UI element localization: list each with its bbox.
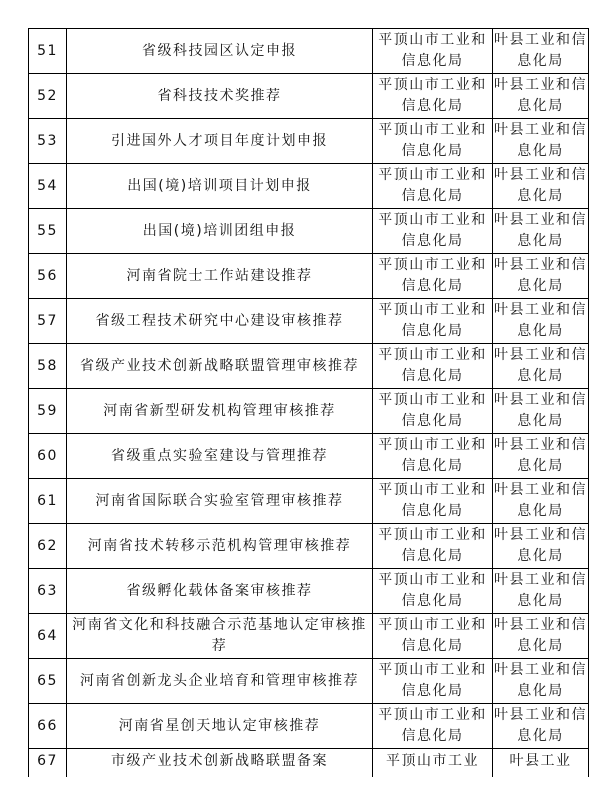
row-number: 63 — [29, 569, 67, 614]
item-name: 河南省院士工作站建设推荐 — [67, 254, 373, 299]
matters-table — [28, 28, 589, 777]
row-number: 51 — [29, 29, 67, 74]
county-department: 叶县工业和信息化局 — [493, 434, 589, 479]
county-department: 叶县工业 — [493, 749, 589, 778]
city-department: 平顶山市工业和信息化局 — [373, 254, 493, 299]
county-department: 叶县工业和信息化局 — [493, 254, 589, 299]
city-department: 平顶山市工业和信息化局 — [373, 164, 493, 209]
county-department: 叶县工业和信息化局 — [493, 704, 589, 749]
row-number: 55 — [29, 209, 67, 254]
city-department: 平顶山市工业和信息化局 — [373, 659, 493, 704]
city-department: 平顶山市工业 — [373, 749, 493, 778]
item-name: 省级重点实验室建设与管理推荐 — [67, 434, 373, 479]
item-name: 河南省国际联合实验室管理审核推荐 — [67, 479, 373, 524]
row-number: 54 — [29, 164, 67, 209]
county-department: 叶县工业和信息化局 — [493, 29, 589, 74]
county-department: 叶县工业和信息化局 — [493, 524, 589, 569]
table-row — [29, 254, 589, 299]
table-row — [29, 659, 589, 704]
table-row — [29, 29, 589, 74]
county-department: 叶县工业和信息化局 — [493, 209, 589, 254]
county-department: 叶县工业和信息化局 — [493, 344, 589, 389]
table-row — [29, 299, 589, 344]
row-number: 64 — [29, 614, 67, 659]
row-number: 58 — [29, 344, 67, 389]
row-number: 56 — [29, 254, 67, 299]
city-department: 平顶山市工业和信息化局 — [373, 299, 493, 344]
row-number: 60 — [29, 434, 67, 479]
city-department: 平顶山市工业和信息化局 — [373, 614, 493, 659]
county-department: 叶县工业和信息化局 — [493, 164, 589, 209]
table-body — [29, 29, 589, 778]
row-number: 67 — [29, 749, 67, 778]
table-row — [29, 704, 589, 749]
city-department: 平顶山市工业和信息化局 — [373, 119, 493, 164]
item-name: 省级工程技术研究中心建设审核推荐 — [67, 299, 373, 344]
city-department: 平顶山市工业和信息化局 — [373, 524, 493, 569]
table-row — [29, 614, 589, 659]
item-name: 省级科技园区认定申报 — [67, 29, 373, 74]
table-row — [29, 434, 589, 479]
item-name: 河南省技术转移示范机构管理审核推荐 — [67, 524, 373, 569]
row-number: 52 — [29, 74, 67, 119]
item-name: 省科技技术奖推荐 — [67, 74, 373, 119]
item-name: 出国(境)培训项目计划申报 — [67, 164, 373, 209]
city-department: 平顶山市工业和信息化局 — [373, 704, 493, 749]
table-row — [29, 119, 589, 164]
table-row — [29, 524, 589, 569]
table-row — [29, 344, 589, 389]
table-row — [29, 389, 589, 434]
row-number: 66 — [29, 704, 67, 749]
item-name: 引进国外人才项目年度计划申报 — [67, 119, 373, 164]
item-name: 河南省创新龙头企业培育和管理审核推荐 — [67, 659, 373, 704]
item-name: 河南省星创天地认定审核推荐 — [67, 704, 373, 749]
item-name: 省级孵化载体备案审核推荐 — [67, 569, 373, 614]
city-department: 平顶山市工业和信息化局 — [373, 209, 493, 254]
table-row — [29, 749, 589, 778]
county-department: 叶县工业和信息化局 — [493, 299, 589, 344]
city-department: 平顶山市工业和信息化局 — [373, 479, 493, 524]
item-name: 市级产业技术创新战略联盟备案 — [67, 749, 373, 778]
city-department: 平顶山市工业和信息化局 — [373, 74, 493, 119]
row-number: 53 — [29, 119, 67, 164]
table-row — [29, 479, 589, 524]
row-number: 61 — [29, 479, 67, 524]
county-department: 叶县工业和信息化局 — [493, 569, 589, 614]
city-department: 平顶山市工业和信息化局 — [373, 344, 493, 389]
row-number: 57 — [29, 299, 67, 344]
city-department: 平顶山市工业和信息化局 — [373, 389, 493, 434]
row-number: 65 — [29, 659, 67, 704]
city-department: 平顶山市工业和信息化局 — [373, 569, 493, 614]
item-name: 河南省新型研发机构管理审核推荐 — [67, 389, 373, 434]
table-row — [29, 164, 589, 209]
table-row — [29, 74, 589, 119]
row-number: 59 — [29, 389, 67, 434]
item-name: 河南省文化和科技融合示范基地认定审核推荐 — [67, 614, 373, 659]
item-name: 出国(境)培训团组申报 — [67, 209, 373, 254]
county-department: 叶县工业和信息化局 — [493, 614, 589, 659]
county-department: 叶县工业和信息化局 — [493, 389, 589, 434]
county-department: 叶县工业和信息化局 — [493, 659, 589, 704]
county-department: 叶县工业和信息化局 — [493, 479, 589, 524]
city-department: 平顶山市工业和信息化局 — [373, 434, 493, 479]
table-row — [29, 209, 589, 254]
county-department: 叶县工业和信息化局 — [493, 119, 589, 164]
table-row — [29, 569, 589, 614]
city-department: 平顶山市工业和信息化局 — [373, 29, 493, 74]
row-number: 62 — [29, 524, 67, 569]
item-name: 省级产业技术创新战略联盟管理审核推荐 — [67, 344, 373, 389]
county-department: 叶县工业和信息化局 — [493, 74, 589, 119]
